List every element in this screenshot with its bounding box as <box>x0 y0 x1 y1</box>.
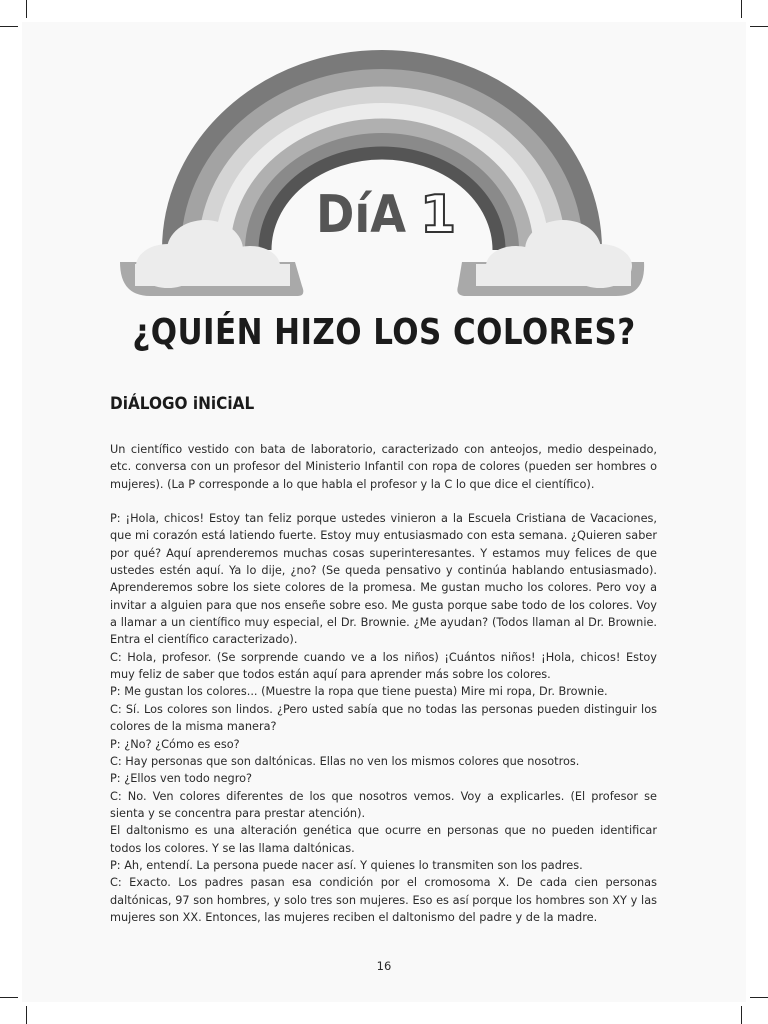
cloud-right-icon <box>457 220 644 296</box>
crop-mark <box>741 1006 742 1024</box>
dialogue-line: El daltonismo es una alteración genética que ocurre en personas que no pueden identificar todos los colores. Y se las llama daltónicas. <box>110 824 657 855</box>
crop-mark <box>750 997 768 998</box>
dialogue-line: P: ¿Ellos ven todo negro? <box>110 772 252 786</box>
intro-paragraph: Un científico vestido con bata de laboratorio, caracterizado con anteojos, medio despeinado, etc. conversa con un profesor del Ministerio Infantil con ropa de colores (pueden ser hombres o mujeres). (La P corresponde a lo que habla el profesor y la C lo que dice el científico). <box>110 443 657 491</box>
dialogue-line: P: Ah, entendí. La persona puede nacer así. Y quienes lo transmiten son los padres. <box>110 858 583 872</box>
cloud-left-icon <box>120 220 303 296</box>
crop-mark <box>0 997 18 998</box>
dialogue-line: P: ¡Hola, chicos! Estoy tan feliz porque ustedes vinieron a la Escuela Cristiana de Vacaciones, que mi corazón está latiendo fuerte. Estoy muy entusiasmado con esta semana. ¿Quieren saber por qué? Aquí aprenderemos muchas cosas superinteresantes. Y estamos muy felices de que ustedes estén aquí. Ya lo dije, ¿no? (Se queda pensativo y continúa hablando entusiasmado). Aprenderemos sobre los siete colores de la promesa. Me gustan mucho los colores. Pero voy a invitar a alguien para que nos enseñe sobre eso. Me gusta porque sabe todo de los colores. Voy a llamar a un científico muy especial, el Dr. Brownie. ¿Me ayudan? (Todos llaman al Dr. Brownie. Entra el científico caracterizado). <box>110 512 657 647</box>
day-label: DíA <box>316 185 406 245</box>
dialogue-body <box>110 441 657 926</box>
dialogue-line: C: Hay personas que son daltónicas. Ellas no ven los mismos colores que nosotros. <box>110 754 580 768</box>
dialogue-line: P: Me gustan los colores... (Muestre la ropa que tiene puesta) Mire mi ropa, Dr. Brownie. <box>110 685 608 699</box>
page-number: 16 <box>376 959 392 973</box>
crop-mark <box>26 1006 27 1024</box>
dialogue-line: C: No. Ven colores diferentes de los que nosotros vemos. Voy a explicarles. (El profesor se sienta y se concentra para prestar atención). <box>110 789 657 820</box>
dialogue-line: C: Sí. Los colores son lindos. ¿Pero usted sabía que no todas las personas pueden distinguir los colores de la misma manera? <box>110 702 657 734</box>
rainbow-banner <box>0 0 768 320</box>
dialogue-line: C: Hola, profesor. (Se sorprende cuando ve a los niños) ¡Cuántos niños! ¡Hola, chicos! Estoy muy feliz de saber que todos están aquí para aprender más sobre los colores. <box>110 650 657 682</box>
dialogue-line: P: ¿No? ¿Cómo es eso? <box>110 737 240 751</box>
day-number: 1 <box>420 185 457 245</box>
page-title: ¿QUIÉN HIZO LOS COLORES? <box>132 312 636 353</box>
dialogue-line: C: Exacto. Los padres pasan esa condición por el cromosoma X. De cada cien personas daltónicas, 97 son hombres, y solo tres son mujeres. Eso es así porque los hombres son XY y las mujeres son XX. Entonces, las mujeres reciben el daltonismo del padre y de la madre. <box>110 876 657 924</box>
section-heading: DiÁLOGO iNiCiAL <box>110 394 255 414</box>
